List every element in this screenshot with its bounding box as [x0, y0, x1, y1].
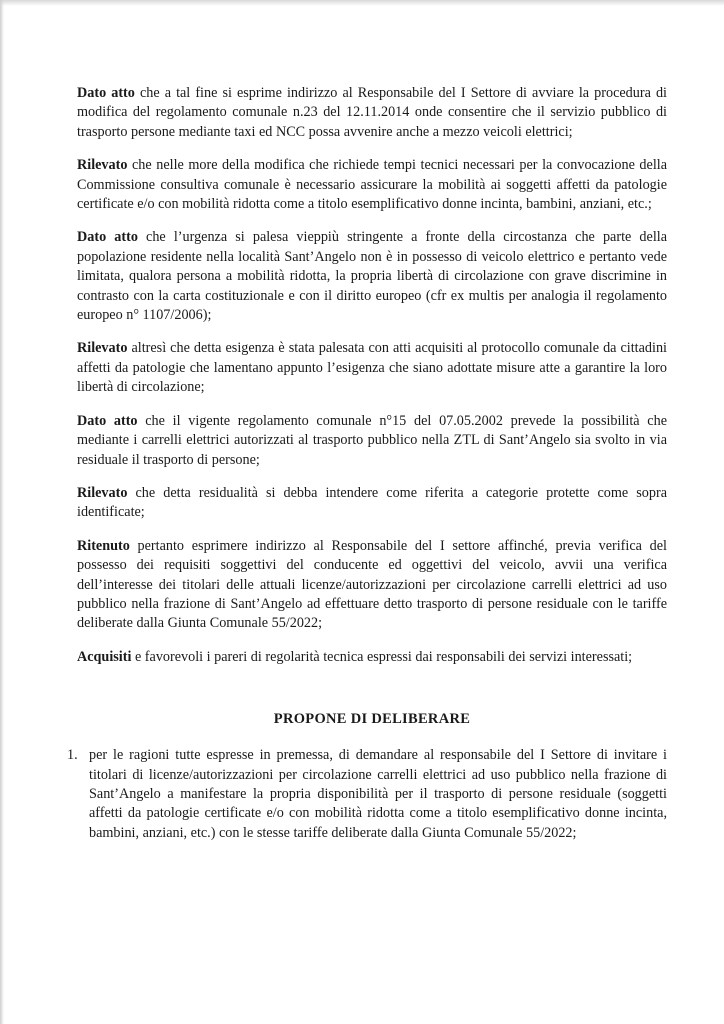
- scan-edge-left: [0, 0, 4, 1024]
- paragraph-lead: Rilevato: [77, 157, 128, 174]
- paragraph-lead: Dato atto: [77, 85, 135, 101]
- scan-edge-top: [0, 0, 724, 6]
- section-heading: PROPONE DI DELIBERARE: [273, 711, 471, 728]
- paragraph-text: e favorevoli i pareri di regolarità tecnica espressi dai responsabili dei servizi interessati;: [131, 648, 633, 665]
- list-item-text: per le ragioni tutte espresse in premessa, di demandare al responsabile del I Settore di invitare i titolari di licenze/autorizzazioni per circolazione carrelli elettrici ad uso pubblico nella frazione di Sant’Angelo a manifestare la propria disponibilità per il trasporto di persone residuale (soggetti affetti da patologie certificate e/o con mobilità ridotta come a titolo esemplificativo donne incinta, bambini, anziani, etc.) con le stesse tariffe deliberate dalla Giunta Comunale 55/2022;: [89, 747, 667, 841]
- paragraph-text: che detta residualità si debba intendere come riferita a categorie protette come sopra identificate;: [77, 484, 667, 521]
- resolution-list: [67, 746, 667, 843]
- paragraph-dato-atto-1: [77, 84, 667, 142]
- paragraph-rilevato-1: [77, 156, 667, 214]
- list-item: [67, 746, 667, 843]
- paragraph-text: che l’urgenza si palesa vieppiù stringente a fronte della circostanza che parte della popolazione residente nella località Sant’Angelo non è in possesso di veicolo elettrico e pertanto vede limitata, qualora persona a mobilità ridotta, la propria libertà di circolazione con grave discrimine in contrasto con la carta costituzionale e con il diritto europeo (cfr ex multis per analogia il regolamento europeo n° 1107/2006);: [77, 229, 667, 324]
- paragraph-acquisiti: [77, 648, 667, 667]
- paragraph-rilevato-3: [77, 484, 667, 523]
- paragraph-lead: Rilevato: [77, 484, 128, 501]
- paragraph-dato-atto-2: [77, 228, 667, 325]
- paragraph-text: che nelle more della modifica che richiede tempi tecnici necessari per la convocazione della Commissione consultiva comunale è necessario assicurare la mobilità ai soggetti affetti da patologie certificate e/o con mobilità ridotta come a titolo esemplificativo donne incinta, bambini, anziani, etc.;: [77, 157, 667, 213]
- list-item-number: 1.: [67, 747, 78, 764]
- paragraph-text: pertanto esprimere indirizzo al Responsabile del I settore affinché, previa verifica del possesso dei requisiti soggettivi del conducente ed oggettivi del veicolo, avvii una verifica dell’interesse dei titolari delle attuali licenze/autorizzazioni per circolazione carrelli elettrici ad uso pubblico nella frazione di Sant’Angelo ad effettuare detto trasporto di persone residuale con le tariffe deliberate dalla Giunta Comunale 55/2022;: [77, 537, 667, 632]
- paragraph-rilevato-2: [77, 339, 667, 397]
- paragraph-ritenuto: [77, 537, 667, 634]
- paragraph-dato-atto-3: [77, 412, 667, 470]
- paragraph-text: che a tal fine si esprime indirizzo al Responsabile del I Settore di avviare la procedura di modifica del regolamento comunale n.23 del 12.11.2014 onde consentire che il servizio pubblico di trasporto persone mediante taxi ed NCC possa avvenire anche a mezzo veicoli elettrici;: [77, 85, 667, 140]
- paragraph-text: che il vigente regolamento comunale n°15 del 07.05.2002 prevede la possibilità che mediante i carrelli elettrici autorizzati al trasporto pubblico nella ZTL di Sant’Angelo sia svolto in via residuale il trasporto di persone;: [77, 412, 667, 468]
- paragraph-text: altresì che detta esigenza è stata palesata con atti acquisiti al protocollo comunale da cittadini affetti da patologie che lamentano appunto l’esigenza che siano adottate misure atte a garantire la loro libertà di circolazione;: [77, 340, 667, 396]
- paragraph-lead: Dato atto: [77, 229, 138, 246]
- paragraph-lead: Dato atto: [77, 412, 138, 429]
- paragraph-lead: Rilevato: [77, 340, 128, 357]
- paragraph-lead: Ritenuto: [77, 537, 130, 554]
- document-page: [67, 84, 667, 843]
- paragraph-lead: Acquisiti: [77, 648, 132, 665]
